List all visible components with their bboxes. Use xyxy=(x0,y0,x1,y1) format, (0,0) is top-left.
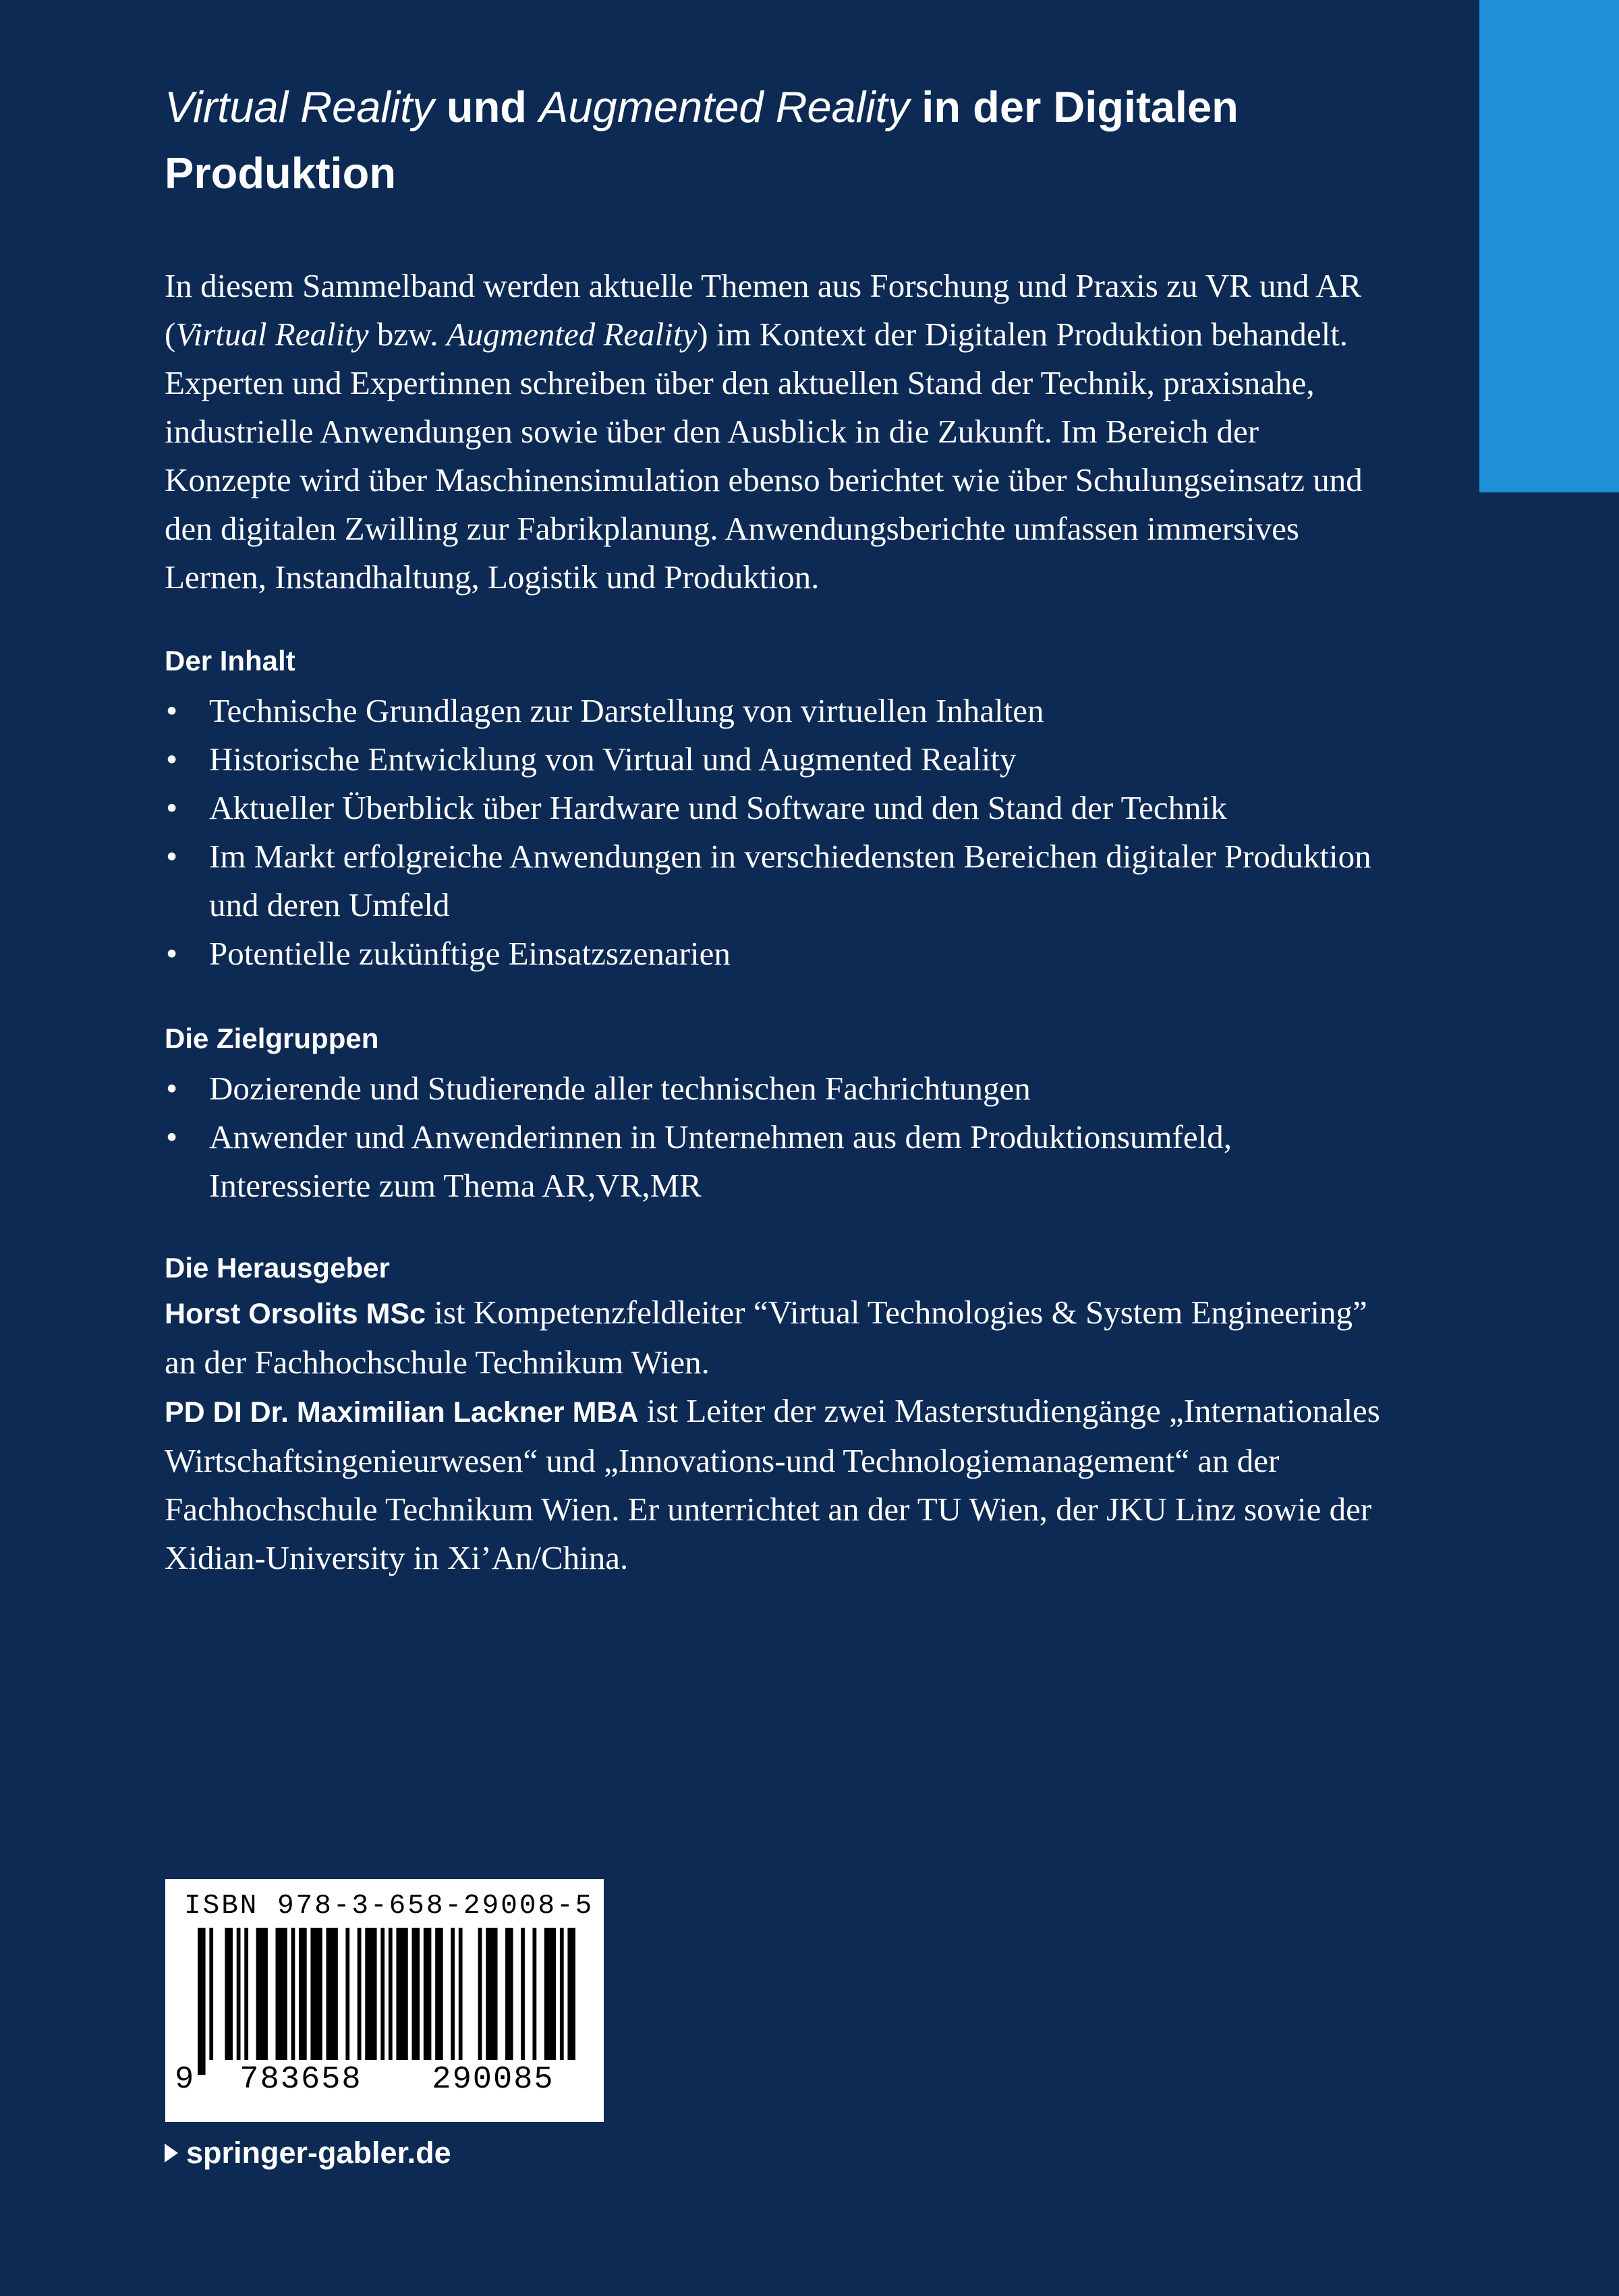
barcode-bar xyxy=(198,1928,206,2075)
barcode-bar xyxy=(275,1928,287,2060)
barcode-bar xyxy=(345,1928,349,2060)
list-item: • Dozierende und Studierende aller technischen Fachrichtungen xyxy=(166,1070,1031,1107)
barcode-bar xyxy=(459,1928,463,2060)
barcode-bar xyxy=(244,1928,248,2060)
back-cover-content xyxy=(165,74,1399,1582)
blue-color-tab xyxy=(1479,0,1619,492)
barcode-bar xyxy=(478,1928,482,2060)
arrow-right-icon xyxy=(165,2144,178,2162)
isbn-number: ISBN 978-3-658-29008-5 xyxy=(184,1891,594,1922)
editor-bio-orsolits: Horst Orsolits MSc ist Kompetenzfeldleiter “Virtual Technologies & System Engineering” an der Fachhochschule Technikum Wien. xyxy=(165,1294,1367,1381)
book-title: Virtual Reality und Augmented Reality in der Digitalen Produktion xyxy=(165,82,1239,198)
barcode-bar xyxy=(358,1928,362,2060)
barcode-bar xyxy=(435,1928,443,2060)
contents-heading: Der Inhalt xyxy=(165,645,295,677)
editors-heading: Die Herausgeber xyxy=(165,1252,390,1284)
isbn-barcode xyxy=(165,1879,604,2122)
barcode-bar xyxy=(451,1928,455,2060)
barcode-bar xyxy=(396,1928,407,2060)
barcode-bar xyxy=(310,1928,322,2060)
barcode-bar xyxy=(567,1928,575,2075)
barcode-bar xyxy=(544,1928,556,2060)
barcode-bars xyxy=(198,1928,575,2075)
list-item: • Technische Grundlagen zur Darstellung von virtuellen Inhalten xyxy=(166,692,1044,729)
list-item: • Im Markt erfolgreiche Anwendungen in verschiedensten Bereichen digitaler Produktion und deren Umfeld xyxy=(166,838,1371,923)
editor-name: Horst Orsolits MSc xyxy=(165,1298,426,1330)
editor-bio-lackner: PD DI Dr. Maximilian Lackner MBA ist Leiter der zwei Masterstudiengänge „Internationales Wirtschaftsingenieurwesen“ und „Innovations-und Technologiemanagement“ an der Fachhochschule Technikum Wien. Er unterrichtet an der TU Wien, der JKU Linz sowie der Xidian-University in Xi’An/China. xyxy=(165,1392,1380,1576)
barcode-bar xyxy=(299,1928,307,2060)
editor-name: PD DI Dr. Maximilian Lackner MBA xyxy=(165,1396,639,1429)
barcode-bar xyxy=(380,1928,385,2060)
barcode-digits-right: 290085 xyxy=(403,2060,584,2100)
barcode-bar xyxy=(326,1928,338,2060)
contents-list xyxy=(165,687,1399,978)
barcode-bar xyxy=(486,1928,497,2060)
barcode-bar xyxy=(505,1928,513,2060)
barcode-bar xyxy=(291,1928,295,2060)
barcode-digit-first: 9 xyxy=(175,2062,194,2098)
barcode-bar xyxy=(389,1928,393,2060)
target-groups-list xyxy=(165,1064,1399,1210)
list-item: • Anwender und Anwenderinnen in Unternehmen aus dem Produktionsumfeld, Interessierte zum Thema AR,VR,MR xyxy=(166,1118,1232,1204)
barcode-bar xyxy=(412,1928,420,2060)
barcode-bar xyxy=(365,1928,376,2060)
barcode-bar xyxy=(521,1928,525,2060)
barcode-bar xyxy=(560,1928,564,2075)
intro-paragraph: In diesem Sammelband werden aktuelle Themen aus Forschung und Praxis zu VR und AR (Virtual Reality bzw. Augmented Reality) im Kontext der Digitalen Produktion behandelt. Experten und Expertinnen schreiben über den aktuellen Stand der Technik, praxisnahe, industrielle Anwendungen sowie über den Ausblick in die Zukunft. Im Bereich der Konzepte wird über Maschinensimulation ebenso berichtet wie über Schulungseinsatz und den digitalen Zwilling zur Fabrikplanung. Anwendungsberichte umfassen immersives Lernen, Instandhaltung, Logistik und Produktion. xyxy=(165,267,1363,596)
list-item: • Potentielle zukünftige Einsatzszenarien xyxy=(166,935,731,972)
barcode-digits-left: 783658 xyxy=(207,2060,395,2100)
target-groups-heading: Die Zielgruppen xyxy=(165,1023,379,1054)
barcode-bar xyxy=(225,1928,233,2060)
barcode-bar xyxy=(237,1928,241,2060)
barcode-bar xyxy=(424,1928,432,2060)
barcode-bar xyxy=(532,1928,536,2060)
barcode-bar xyxy=(209,1928,213,2075)
list-item: • Historische Entwicklung von Virtual und Augmented Reality xyxy=(166,741,1017,778)
list-item: • Aktueller Überblick über Hardware und Software und den Stand der Technik xyxy=(166,789,1227,826)
barcode-bar xyxy=(256,1928,268,2060)
publisher-website[interactable]: springer-gabler.de xyxy=(165,2131,451,2175)
